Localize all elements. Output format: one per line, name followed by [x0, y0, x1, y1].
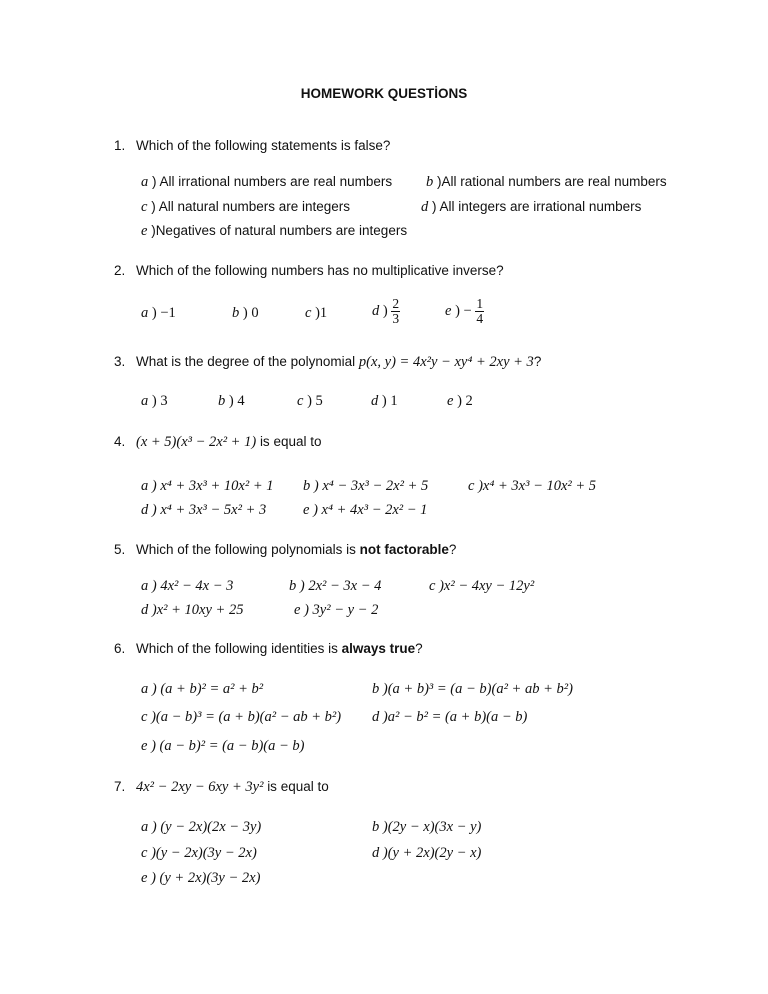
question-text: Which of the following identities is	[136, 641, 338, 656]
polynomial-expression: 4x² − 2xy − 6xy + 3y²	[136, 779, 264, 795]
question-6: 6. Which of the following identities is always true?	[114, 641, 423, 656]
q1-option-b: b )All rational numbers are real numbers	[426, 174, 667, 190]
question-number: 1.	[114, 138, 126, 153]
q5-option-c: c )x² − 4xy − 12y²	[429, 578, 535, 594]
question-text: is equal to	[259, 434, 322, 449]
q1-option-c: c ) All natural numbers are integers	[141, 199, 351, 215]
q7-option-d: d )(y + 2x)(2y − x)	[372, 845, 482, 861]
question-number: 7.	[114, 779, 126, 794]
q1-option-d: d ) All integers are irrational numbers	[421, 199, 642, 215]
question-3: 3. What is the degree of the polynomial p(x, y) = 4x²y − xy⁴ + 2xy + 3?	[114, 354, 542, 370]
question-text: Which of the following polynomials is	[136, 542, 356, 557]
product-expression: (x + 5)(x³ − 2x² + 1)	[136, 434, 257, 450]
q7-option-e: e ) (y + 2x)(3y − 2x)	[141, 870, 261, 886]
q6-option-c: c )(a − b)³ = (a + b)(a² − ab + b²)	[141, 709, 342, 725]
question-number: 6.	[114, 641, 126, 656]
question-7	[114, 779, 329, 796]
question-1	[114, 138, 390, 153]
q4-option-a: a ) x⁴ + 3x³ + 10x² + 1	[141, 478, 274, 494]
q5-option-d: d )x² + 10xy + 25	[141, 602, 244, 618]
q3-option-d: d ) 1	[371, 393, 398, 409]
q6-option-a: a ) (a + b)² = a² + b²	[141, 681, 264, 697]
question-text: Which of the following statements is false?	[136, 138, 391, 153]
question-number: 2.	[114, 263, 126, 278]
question-number: 3.	[114, 354, 126, 369]
q1-option-a: a ) All irrational numbers are real numbers	[141, 174, 393, 190]
q4-option-d: d ) x⁴ + 3x³ − 5x² + 3	[141, 502, 267, 518]
q7-option-a: a ) (y − 2x)(2x − 3y)	[141, 819, 262, 835]
q6-option-b: b )(a + b)³ = (a − b)(a² + ab + b²)	[372, 681, 573, 697]
emphasis: not factorable	[359, 542, 449, 557]
q7-option-b: b )(2y − x)(3x − y)	[372, 819, 482, 835]
q3-option-c: c ) 5	[297, 393, 323, 409]
question-4	[114, 434, 321, 451]
question-text: is equal to	[267, 779, 329, 794]
q2-option-c: c )1	[305, 305, 328, 321]
q2-option-d: d ) $\frac{2}{3}$	[372, 296, 400, 326]
q2-option-a: a ) −1	[141, 305, 176, 321]
q3-option-b: b ) 4	[218, 393, 245, 409]
q5-option-a: a ) 4x² − 4x − 3	[141, 578, 234, 594]
question-5: 5. Which of the following polynomials is not factorable?	[114, 542, 457, 557]
q4-option-b: b ) x⁴ − 3x³ − 2x² + 5	[303, 478, 429, 494]
q1-option-e: e )Negatives of natural numbers are integers	[141, 223, 408, 239]
q3-option-e: e ) 2	[447, 393, 473, 409]
question-2	[114, 263, 504, 278]
fraction: $\frac{1}{4}$	[476, 296, 484, 326]
question-text: Which of the following numbers has no multiplicative inverse?	[136, 263, 504, 278]
page-title: HOMEWORK QUESTİONS	[300, 86, 468, 101]
question-number: 4.	[114, 434, 126, 449]
question-text: What is the degree of the polynomial	[136, 354, 356, 369]
fraction: $\frac{2}{3}$	[392, 296, 400, 326]
q2-option-e: e ) − $\frac{1}{4}$	[445, 296, 484, 326]
question-number: 5.	[114, 542, 126, 557]
q7-option-c: c )(y − 2x)(3y − 2x)	[141, 845, 257, 861]
q6-option-e: e ) (a − b)² = (a − b)(a − b)	[141, 738, 305, 754]
polynomial-expression: p(x, y) = 4x²y − xy⁴ + 2xy + 3	[358, 354, 534, 370]
q2-option-b: b ) 0	[232, 305, 259, 321]
q3-option-a: a ) 3	[141, 393, 168, 409]
q6-option-d: d )a² − b² = (a + b)(a − b)	[372, 709, 528, 725]
q5-option-b: b ) 2x² − 3x − 4	[289, 578, 382, 594]
q4-option-e: e ) x⁴ + 4x³ − 2x² − 1	[303, 502, 428, 518]
q5-option-e: e ) 3y² − y − 2	[294, 602, 379, 618]
emphasis: always true	[341, 641, 416, 656]
q4-option-c: c )x⁴ + 3x³ − 10x² + 5	[468, 478, 597, 494]
